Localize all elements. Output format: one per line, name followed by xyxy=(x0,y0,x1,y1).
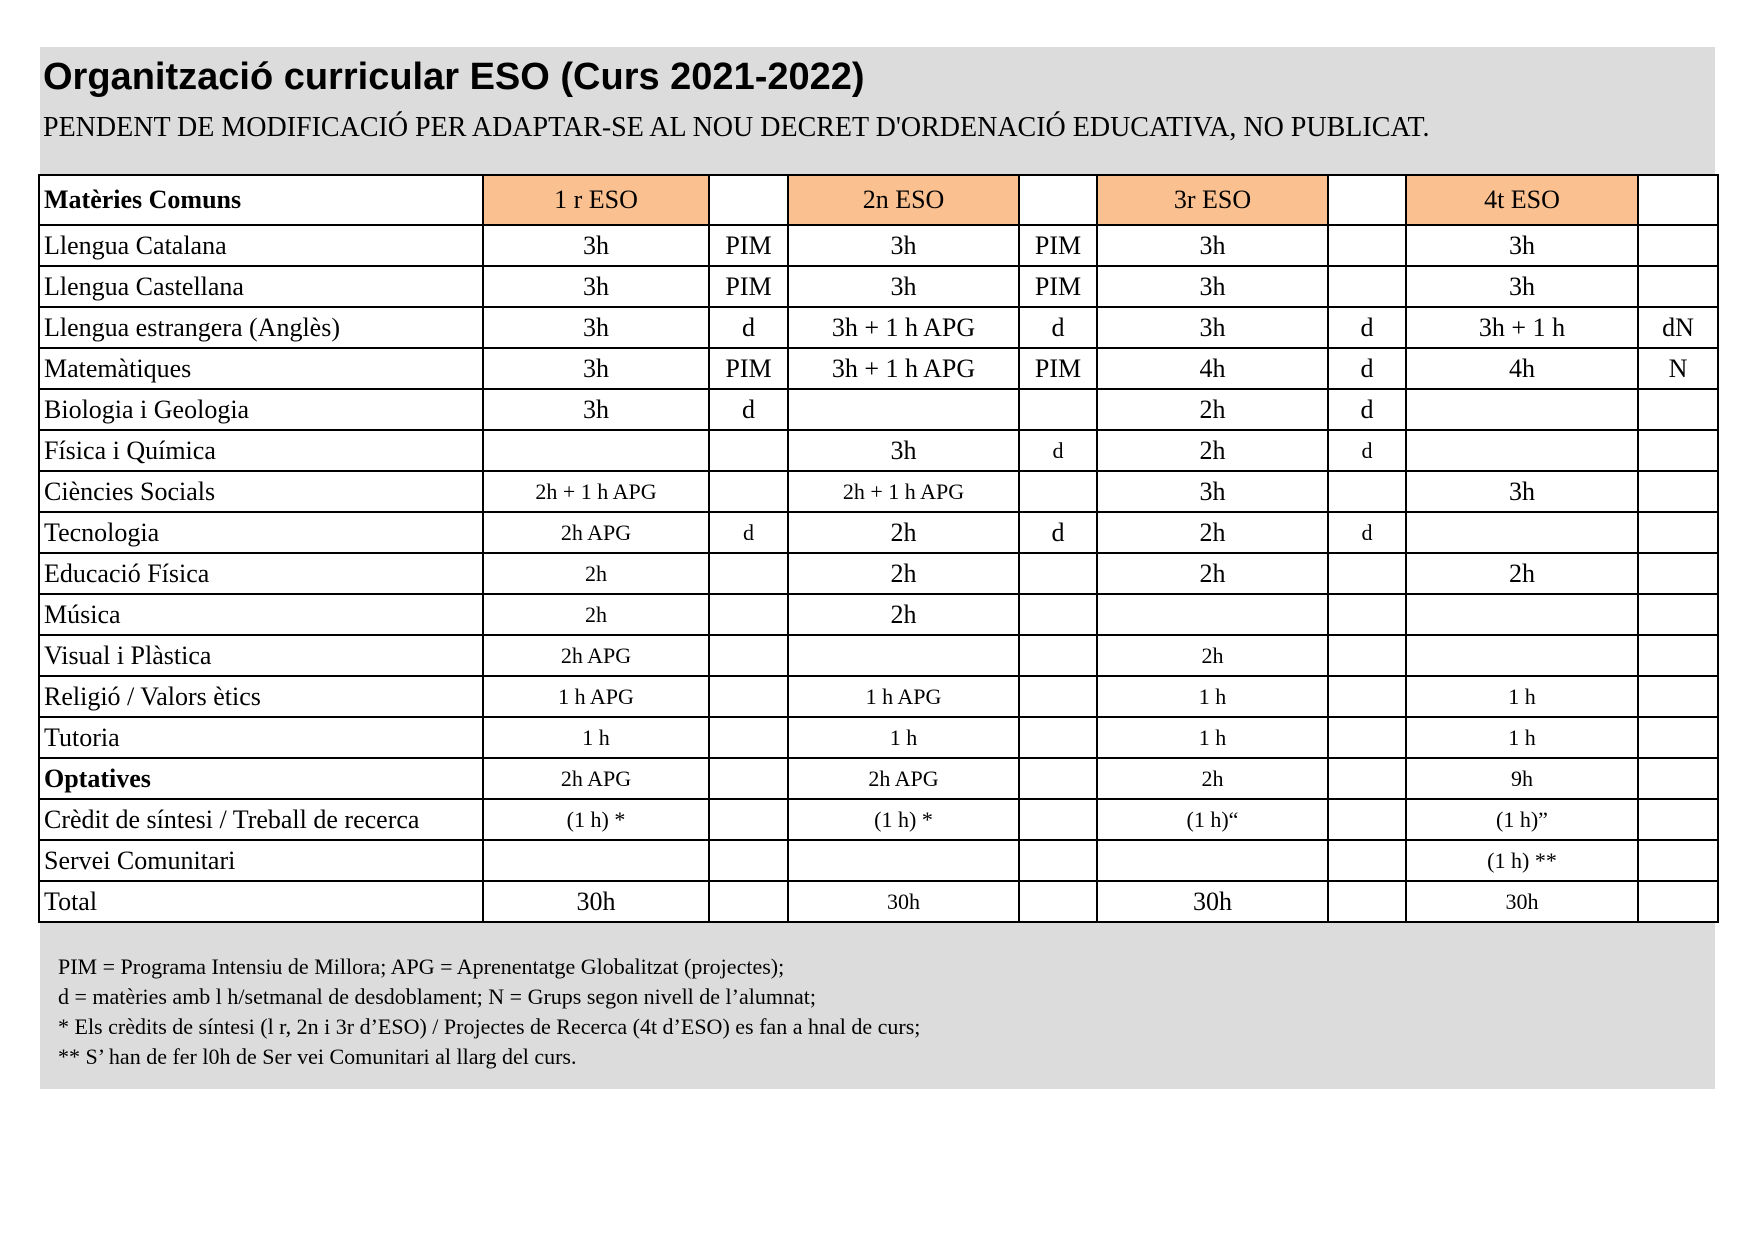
modality-cell: PIM xyxy=(709,266,788,307)
modality-cell xyxy=(1638,840,1718,881)
modality-cell: d xyxy=(709,307,788,348)
modality-cell xyxy=(709,553,788,594)
hours-cell: 2h xyxy=(1097,512,1328,553)
subject-name: Matemàtiques xyxy=(39,348,483,389)
hours-cell: 2h + 1 h APG xyxy=(788,471,1019,512)
hours-cell: (1 h) * xyxy=(788,799,1019,840)
header-spacer xyxy=(1019,175,1097,225)
hours-cell: 3h xyxy=(788,266,1019,307)
page-title: Organització curricular ESO (Curs 2021-2022) xyxy=(43,56,865,98)
modality-cell xyxy=(1019,840,1097,881)
modality-cell xyxy=(1019,799,1097,840)
hours-cell: 3h xyxy=(1406,225,1638,266)
modality-cell: N xyxy=(1638,348,1718,389)
hours-cell: 2h APG xyxy=(788,758,1019,799)
table-row xyxy=(39,307,1718,348)
hours-cell xyxy=(1406,594,1638,635)
note-line: PIM = Programa Intensiu de Millora; APG = Aprenentatge Globalitzat (projectes); xyxy=(58,954,785,979)
subject-name: Música xyxy=(39,594,483,635)
hours-cell: 2h + 1 h APG xyxy=(483,471,709,512)
table-row xyxy=(39,676,1718,717)
table-row xyxy=(39,635,1718,676)
modality-cell: d xyxy=(709,512,788,553)
hours-cell xyxy=(788,635,1019,676)
page-subtitle: PENDENT DE MODIFICACIÓ PER ADAPTAR-SE AL NOU DECRET D'ORDENACIÓ EDUCATIVA, NO PUBLICAT. xyxy=(43,112,1430,143)
hours-cell: 2h xyxy=(1097,553,1328,594)
subject-name: Llengua estrangera (Anglès) xyxy=(39,307,483,348)
hours-cell: 3h xyxy=(483,307,709,348)
modality-cell: d xyxy=(709,389,788,430)
modality-cell: d xyxy=(1328,348,1406,389)
subject-name: Religió / Valors ètics xyxy=(39,676,483,717)
modality-cell xyxy=(1328,758,1406,799)
modality-cell xyxy=(1328,266,1406,307)
hours-cell: 1 h xyxy=(483,717,709,758)
hours-cell: 3h xyxy=(483,389,709,430)
modality-cell xyxy=(1638,676,1718,717)
header-course: 2n ESO xyxy=(788,175,1019,225)
hours-cell: 2h xyxy=(1097,389,1328,430)
modality-cell xyxy=(1019,635,1097,676)
modality-cell: d xyxy=(1019,512,1097,553)
modality-cell xyxy=(709,840,788,881)
modality-cell xyxy=(1638,717,1718,758)
modality-cell xyxy=(1638,758,1718,799)
hours-cell: 2h xyxy=(788,553,1019,594)
modality-cell xyxy=(1638,471,1718,512)
modality-cell xyxy=(1019,389,1097,430)
modality-cell xyxy=(1019,881,1097,922)
note-line: * Els crèdits de síntesi (l r, 2n i 3r d’ESO) / Projectes de Recerca (4t d’ESO) es fan a hnal de curs; xyxy=(58,1014,921,1039)
hours-cell: (1 h) ** xyxy=(1406,840,1638,881)
hours-cell: 4h xyxy=(1097,348,1328,389)
hours-cell: 30h xyxy=(1406,881,1638,922)
header-spacer xyxy=(1638,175,1718,225)
legend-notes xyxy=(58,952,1698,1072)
table-header-row xyxy=(39,175,1718,225)
table-row xyxy=(39,553,1718,594)
subject-name: Física i Química xyxy=(39,430,483,471)
table-row xyxy=(39,389,1718,430)
subject-name: Llengua Castellana xyxy=(39,266,483,307)
modality-cell xyxy=(1328,799,1406,840)
hours-cell xyxy=(483,840,709,881)
hours-cell: 1 h APG xyxy=(483,676,709,717)
modality-cell xyxy=(709,717,788,758)
modality-cell: d xyxy=(1328,307,1406,348)
hours-cell: 30h xyxy=(1097,881,1328,922)
modality-cell xyxy=(1019,594,1097,635)
modality-cell xyxy=(709,430,788,471)
header-course: 3r ESO xyxy=(1097,175,1328,225)
table-row xyxy=(39,799,1718,840)
hours-cell: 1 h APG xyxy=(788,676,1019,717)
modality-cell xyxy=(709,471,788,512)
note-line: ** S’ han de fer l0h de Ser vei Comunitari al llarg del curs. xyxy=(58,1044,577,1069)
modality-cell: d xyxy=(1019,307,1097,348)
subject-name: Servei Comunitari xyxy=(39,840,483,881)
subject-name: Llengua Catalana xyxy=(39,225,483,266)
table-row xyxy=(39,471,1718,512)
hours-cell: 1 h xyxy=(788,717,1019,758)
modality-cell: PIM xyxy=(709,225,788,266)
hours-cell: 2h xyxy=(1097,430,1328,471)
hours-cell: 3h xyxy=(1097,307,1328,348)
subject-name: Biologia i Geologia xyxy=(39,389,483,430)
hours-cell: 3h + 1 h xyxy=(1406,307,1638,348)
modality-cell xyxy=(1019,553,1097,594)
hours-cell: 2h APG xyxy=(483,512,709,553)
modality-cell: d xyxy=(1328,389,1406,430)
modality-cell xyxy=(1328,717,1406,758)
modality-cell xyxy=(709,635,788,676)
hours-cell: 2h xyxy=(1097,758,1328,799)
modality-cell xyxy=(1328,881,1406,922)
modality-cell xyxy=(1328,676,1406,717)
modality-cell xyxy=(709,881,788,922)
header-spacer xyxy=(709,175,788,225)
hours-cell: 2h APG xyxy=(483,635,709,676)
modality-cell: d xyxy=(1328,512,1406,553)
table-row xyxy=(39,430,1718,471)
table-row xyxy=(39,717,1718,758)
hours-cell: 3h xyxy=(483,266,709,307)
hours-cell: (1 h)“ xyxy=(1097,799,1328,840)
header-course: 1 r ESO xyxy=(483,175,709,225)
hours-cell: 3h xyxy=(1406,471,1638,512)
header-course: 4t ESO xyxy=(1406,175,1638,225)
modality-cell: d xyxy=(1019,430,1097,471)
hours-cell: 3h xyxy=(483,225,709,266)
table-row xyxy=(39,348,1718,389)
subject-name: Total xyxy=(39,881,483,922)
hours-cell xyxy=(788,389,1019,430)
modality-cell xyxy=(709,758,788,799)
subject-name: Ciències Socials xyxy=(39,471,483,512)
hours-cell: 2h xyxy=(483,594,709,635)
modality-cell xyxy=(1638,881,1718,922)
modality-cell xyxy=(1638,389,1718,430)
hours-cell: 2h xyxy=(1097,635,1328,676)
modality-cell xyxy=(1328,840,1406,881)
hours-cell: 3h xyxy=(788,430,1019,471)
subject-name: Optatives xyxy=(39,758,483,799)
hours-cell: 3h xyxy=(1097,266,1328,307)
table-row xyxy=(39,225,1718,266)
modality-cell xyxy=(1638,266,1718,307)
hours-cell: (1 h) * xyxy=(483,799,709,840)
hours-cell: 2h APG xyxy=(483,758,709,799)
header-subjects: Matèries Comuns xyxy=(39,175,483,225)
modality-cell xyxy=(1328,553,1406,594)
hours-cell xyxy=(1406,389,1638,430)
hours-cell: 1 h xyxy=(1097,676,1328,717)
modality-cell xyxy=(1638,594,1718,635)
hours-cell: 30h xyxy=(483,881,709,922)
hours-cell: 30h xyxy=(788,881,1019,922)
modality-cell xyxy=(1328,635,1406,676)
table-row xyxy=(39,840,1718,881)
hours-cell xyxy=(1406,635,1638,676)
subject-name: Tutoria xyxy=(39,717,483,758)
modality-cell xyxy=(1328,471,1406,512)
modality-cell: PIM xyxy=(709,348,788,389)
hours-cell: (1 h)” xyxy=(1406,799,1638,840)
hours-cell: 1 h xyxy=(1406,676,1638,717)
table-row xyxy=(39,594,1718,635)
modality-cell: dN xyxy=(1638,307,1718,348)
hours-cell: 9h xyxy=(1406,758,1638,799)
subject-name: Tecnologia xyxy=(39,512,483,553)
hours-cell: 2h xyxy=(1406,553,1638,594)
modality-cell: d xyxy=(1328,430,1406,471)
hours-cell: 1 h xyxy=(1406,717,1638,758)
table-row xyxy=(39,512,1718,553)
note-line: d = matèries amb l h/setmanal de desdoblament; N = Grups segon nivell de l’alumnat; xyxy=(58,984,816,1009)
curriculum-table xyxy=(38,174,1719,923)
hours-cell xyxy=(788,840,1019,881)
hours-cell: 2h xyxy=(788,512,1019,553)
modality-cell: PIM xyxy=(1019,266,1097,307)
modality-cell xyxy=(709,594,788,635)
hours-cell xyxy=(483,430,709,471)
modality-cell xyxy=(1638,512,1718,553)
hours-cell: 3h + 1 h APG xyxy=(788,348,1019,389)
modality-cell xyxy=(1019,471,1097,512)
subject-name: Educació Física xyxy=(39,553,483,594)
hours-cell: 3h xyxy=(788,225,1019,266)
modality-cell xyxy=(1328,225,1406,266)
hours-cell xyxy=(1406,512,1638,553)
hours-cell: 4h xyxy=(1406,348,1638,389)
table-row xyxy=(39,881,1718,922)
modality-cell xyxy=(1638,635,1718,676)
hours-cell: 2h xyxy=(483,553,709,594)
hours-cell: 2h xyxy=(788,594,1019,635)
hours-cell xyxy=(1097,594,1328,635)
table-row xyxy=(39,758,1718,799)
modality-cell: PIM xyxy=(1019,348,1097,389)
modality-cell xyxy=(1019,676,1097,717)
hours-cell: 1 h xyxy=(1097,717,1328,758)
modality-cell xyxy=(1638,553,1718,594)
subject-name: Crèdit de síntesi / Treball de recerca xyxy=(39,799,483,840)
hours-cell xyxy=(1406,430,1638,471)
hours-cell xyxy=(1097,840,1328,881)
modality-cell xyxy=(709,799,788,840)
subject-name: Visual i Plàstica xyxy=(39,635,483,676)
hours-cell: 3h xyxy=(1097,471,1328,512)
hours-cell: 3h xyxy=(483,348,709,389)
hours-cell: 3h xyxy=(1097,225,1328,266)
hours-cell: 3h xyxy=(1406,266,1638,307)
modality-cell xyxy=(1019,758,1097,799)
modality-cell: PIM xyxy=(1019,225,1097,266)
modality-cell xyxy=(709,676,788,717)
modality-cell xyxy=(1638,430,1718,471)
table-row xyxy=(39,266,1718,307)
hours-cell: 3h + 1 h APG xyxy=(788,307,1019,348)
modality-cell xyxy=(1638,799,1718,840)
modality-cell xyxy=(1328,594,1406,635)
modality-cell xyxy=(1019,717,1097,758)
header-spacer xyxy=(1328,175,1406,225)
modality-cell xyxy=(1638,225,1718,266)
